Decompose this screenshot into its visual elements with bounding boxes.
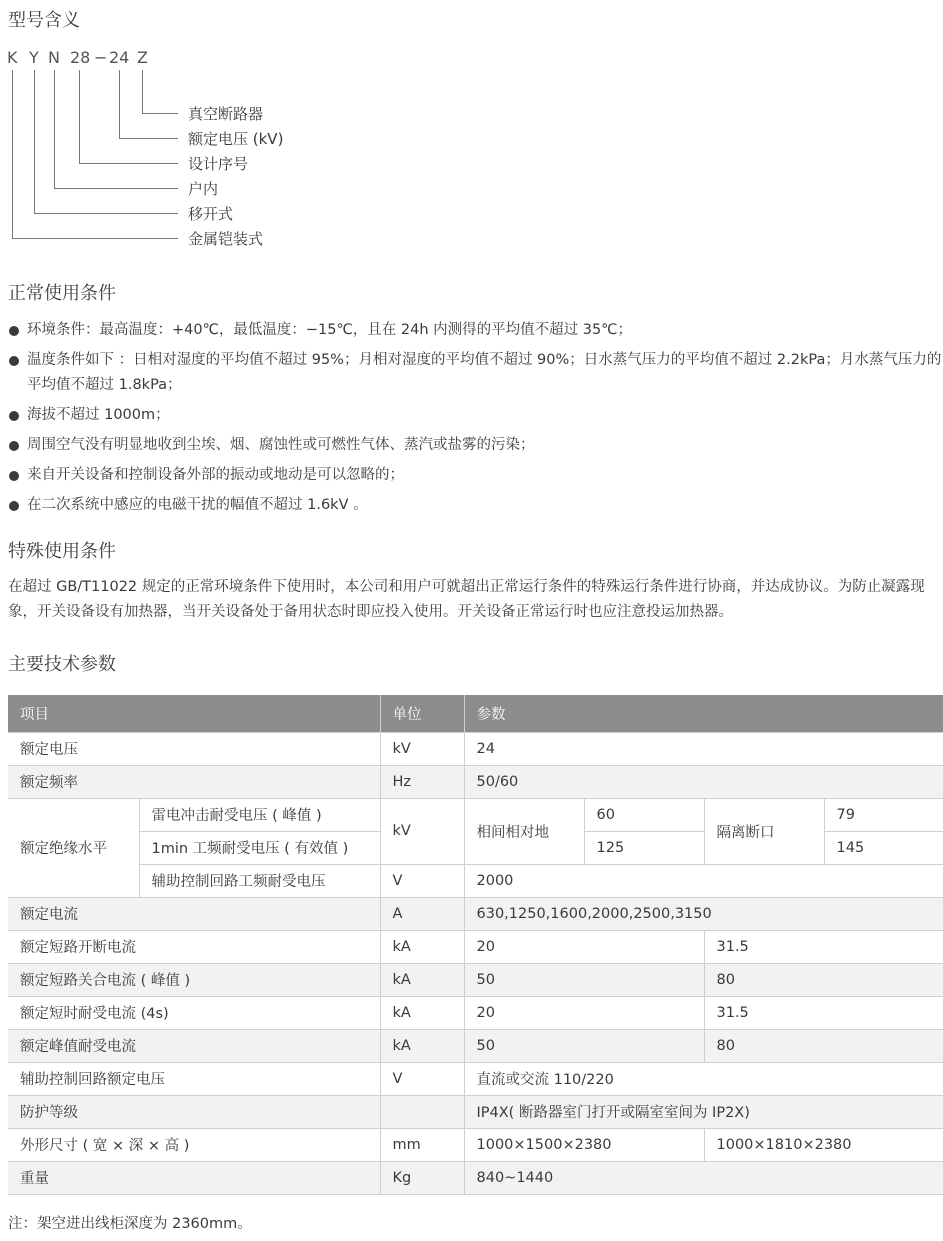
connector-z xyxy=(142,70,143,113)
connector-y xyxy=(34,70,35,213)
params-heading: 主要技术参数 xyxy=(8,654,116,675)
connector-k xyxy=(12,70,13,238)
table-row: 额定短时耐受电流 (4s) kA 20 31.5 xyxy=(8,996,943,1029)
code-letter-z: Z xyxy=(137,48,148,67)
list-item: 海拔不超过 1000m； xyxy=(8,403,943,428)
table-row: 额定绝缘水平 雷电冲击耐受电压 ( 峰值 ) kV 相间相对地 60 隔离断口 79 xyxy=(8,798,943,831)
code-letter-k: K xyxy=(7,48,18,67)
normal-conditions-heading: 正常使用条件 xyxy=(8,283,116,304)
table-row: 额定频率 Hz 50/60 xyxy=(8,765,943,798)
header-unit: 单位 xyxy=(380,695,464,732)
bullet-icon xyxy=(9,441,19,451)
meaning-withdrawable: 移开式 xyxy=(188,205,234,223)
meaning-design-number: 设计序号 xyxy=(188,155,249,173)
connector-k-h xyxy=(12,238,178,239)
code-letter-n: N xyxy=(48,48,60,67)
bullet-icon xyxy=(9,326,19,336)
connector-28 xyxy=(79,70,80,163)
meaning-rated-voltage: 额定电压 (kV) xyxy=(188,130,284,148)
header-item: 项目 xyxy=(8,695,380,732)
table-row: 额定短路关合电流 ( 峰值 ) kA 50 80 xyxy=(8,963,943,996)
table-row: 重量 Kg 840~1440 xyxy=(8,1161,943,1194)
table-row: 额定电压 kV 24 xyxy=(8,732,943,765)
normal-conditions-list xyxy=(8,318,943,523)
table-header-row xyxy=(8,695,943,732)
code-digits-24: 24 xyxy=(109,48,130,67)
connector-24 xyxy=(119,70,120,138)
table-row: 防护等级 IP4X( 断路器室门打开或隔室室间为 IP2X) xyxy=(8,1095,943,1128)
bullet-icon xyxy=(9,356,19,366)
meaning-indoor: 户内 xyxy=(188,180,219,198)
insulation-item: 额定绝缘水平 xyxy=(8,798,139,897)
bullet-icon xyxy=(9,411,19,421)
bullet-icon xyxy=(9,501,19,511)
table-row: 1min 工频耐受电压 ( 有效值 ) 125 145 xyxy=(8,831,943,864)
connector-n-h xyxy=(54,188,178,189)
list-item: 环境条件：最高温度：+40℃，最低温度：−15℃，且在 24h 内测得的平均值不超过 35℃； xyxy=(8,318,943,343)
meaning-metal-clad: 金属铠装式 xyxy=(188,230,264,248)
table-row: 辅助控制回路工频耐受电压 V 2000 xyxy=(8,864,943,897)
code-letter-y: Y xyxy=(29,48,39,67)
params-table xyxy=(8,695,943,1195)
special-conditions-heading: 特殊使用条件 xyxy=(8,541,116,562)
code-digits-28: 28 xyxy=(70,48,91,67)
list-item: 周围空气没有明显地收到尘埃、烟、腐蚀性或可燃性气体、蒸汽或盐雾的污染； xyxy=(8,433,943,458)
table-row: 外形尺寸 ( 宽 × 深 × 高 ) mm 1000×1500×2380 1000×1810×2380 xyxy=(8,1128,943,1161)
list-item: 温度条件如下 ：日相对湿度的平均值不超过 95%；月相对湿度的平均值不超过 90%；日水蒸气压力的平均值不超过 2.2kPa；月水蒸气压力的平均值不超过 1.8kPa； xyxy=(8,348,943,398)
footnote: 注：架空进出线柜深度为 2360mm。 xyxy=(8,1216,252,1232)
list-item: 在二次系统中感应的电磁干扰的幅值不超过 1.6kV 。 xyxy=(8,493,943,518)
table-row: 额定电流 A 630,1250,1600,2000,2500,3150 xyxy=(8,897,943,930)
connector-28-h xyxy=(79,163,178,164)
list-item: 来自开关设备和控制设备外部的振动或地动是可以忽略的； xyxy=(8,463,943,488)
table-row: 额定短路开断电流 kA 20 31.5 xyxy=(8,930,943,963)
connector-y-h xyxy=(34,213,178,214)
table-row: 额定峰值耐受电流 kA 50 80 xyxy=(8,1029,943,1062)
header-value: 参数 xyxy=(464,695,943,732)
connector-z-h xyxy=(142,113,178,114)
special-conditions-text: 在超过 GB/T11022 规定的正常环境条件下使用时，本公司和用户可就超出正常运行条件的特殊运行条件进行协商，并达成协议。为防止凝露现象，开关设备设有加热器，当开关设备处于备用状态时即应投入使用。开关设备正常运行时也应注意投运加热器。 xyxy=(8,579,925,620)
bullet-icon xyxy=(9,471,19,481)
model-meaning-heading: 型号含义 xyxy=(8,10,80,31)
table-row: 辅助控制回路额定电压 V 直流或交流 110/220 xyxy=(8,1062,943,1095)
meaning-vacuum-breaker: 真空断路器 xyxy=(188,105,264,123)
code-dash: − xyxy=(94,48,108,67)
connector-n xyxy=(54,70,55,188)
connector-24-h xyxy=(119,138,178,139)
